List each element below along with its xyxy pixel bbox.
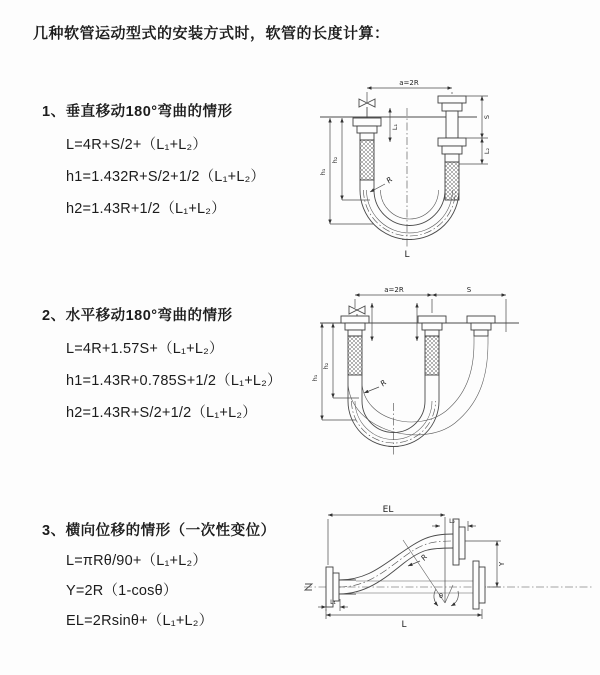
dim-s: [432, 286, 506, 295]
radius-label: R: [384, 174, 395, 186]
dim-label-l2: L₂: [449, 518, 455, 525]
middle-fitting: [418, 316, 446, 336]
dim-label-a2r: a=2R: [399, 79, 419, 87]
radius-leader: [408, 553, 429, 566]
radius-leader: [364, 378, 388, 393]
section1-formula-h1: h1=1.432R+S/2+1/2（L₁+L₂）: [66, 169, 266, 185]
section3-formula-L: L=πRθ/90+（L₁+L₂）: [66, 553, 208, 569]
dim-label-s: S: [483, 114, 491, 120]
left-fitting: [341, 316, 369, 336]
diagram-vertical-180-bend: [312, 72, 584, 262]
dim-label-a2r: a=2R: [384, 286, 404, 294]
dim-label-h1: h₁: [319, 168, 327, 176]
dim-l1: [318, 599, 348, 611]
hose-u-bend: [360, 190, 459, 240]
section3-heading: 3、横向位移的情形（一次性变位）: [42, 523, 276, 539]
dim-label-l2: L₂: [483, 147, 491, 155]
section2-heading: 2、水平移动180°弯曲的情形: [42, 308, 233, 324]
left-fitting: [353, 118, 381, 140]
dim-label-y: Y: [498, 561, 506, 567]
right-flange: [473, 561, 485, 609]
dim-l1: [390, 108, 399, 142]
section3-formula-EL: EL=2Rsinθ+（L₁+L₂）: [66, 613, 214, 629]
hose-u-bend: [348, 401, 439, 455]
right-fitting: [467, 316, 495, 336]
displaced-flange: [453, 519, 465, 565]
hose-s-curve: [339, 534, 453, 594]
diagram-horizontal-180-bend: [312, 283, 584, 461]
dim-label-L: L: [401, 620, 407, 630]
dim-label-h1: h₁: [311, 374, 319, 382]
dim-label-h2: h₂: [331, 156, 339, 164]
radius-label: R: [378, 377, 389, 389]
section1-heading: 1、垂直移动180°弯曲的情形: [42, 104, 233, 120]
section3-formula-Y: Y=2R（1-cosθ）: [66, 583, 178, 599]
right-fitting: [438, 96, 466, 162]
valve-icon: [349, 306, 365, 316]
page-title: 几种软管运动型式的安装方式时，软管的长度计算：: [33, 25, 390, 42]
dim-label-s: S: [466, 286, 472, 294]
dim-label-l1: L₁: [330, 599, 336, 606]
dim-l: [326, 609, 482, 630]
dim-label-l1: L₁: [391, 123, 399, 131]
dim-label-el: EL: [382, 505, 394, 515]
dim-label-L: L: [404, 250, 410, 260]
radius-label: R: [418, 552, 430, 563]
section2-formula-h2: h2=1.43R+S/2+1/2（L₁+L₂）: [66, 405, 257, 421]
dim-label-h2: h₂: [322, 362, 330, 370]
angle-label: θ: [439, 592, 443, 600]
dim-el: [328, 505, 445, 603]
section2-formula-L: L=4R+1.57S+（L₁+L₂）: [66, 341, 224, 357]
angle-theta: [403, 540, 458, 606]
section1-formula-L: L=4R+S/2+（L₁+L₂）: [66, 137, 208, 153]
section2-formula-h1: h1=1.43R+0.785S+1/2（L₁+L₂）: [66, 373, 282, 389]
section1-formula-h2: h2=1.43R+1/2（L₁+L₂）: [66, 201, 226, 217]
dim-y: [465, 541, 506, 587]
diagram-lateral-displacement: [300, 503, 598, 643]
